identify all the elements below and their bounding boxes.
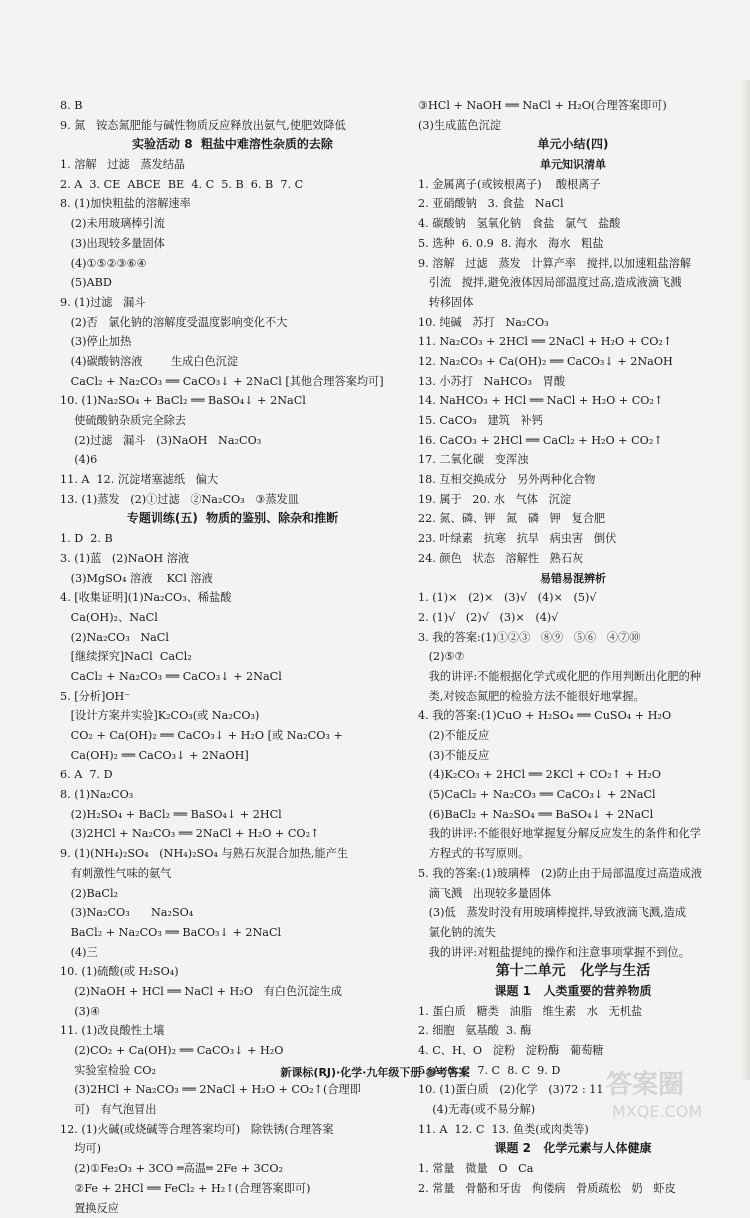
answer-line: (2)否 氯化钠的溶解度受温度影响变化不大 bbox=[60, 313, 405, 333]
answer-line: Ca(OH)₂ ══ CaCO₃↓ + 2NaOH] bbox=[60, 746, 405, 766]
svg-text:MXQE.COM: MXQE.COM bbox=[612, 1102, 702, 1121]
answer-line: 1. (1)× (2)× (3)√ (4)× (5)√ bbox=[418, 588, 728, 608]
answer-line: (3)2HCl + Na₂CO₃ ══ 2NaCl + H₂O + CO₂↑(合理即 bbox=[60, 1080, 405, 1100]
answer-line: 8. (1)加快粗盐的溶解速率 bbox=[60, 194, 405, 214]
answer-line: 11. A 12. 沉淀堵塞滤纸 偏大 bbox=[60, 470, 405, 490]
answer-line: 氯化钠的流失 bbox=[418, 923, 728, 943]
answer-line: 5. 我的答案:(1)玻璃棒 (2)防止由于局部温度过高造成液 bbox=[418, 864, 728, 884]
answer-line: (3)Na₂CO₃ Na₂SO₄ bbox=[60, 903, 405, 923]
answer-line: 可) 有气泡冒出 bbox=[60, 1100, 405, 1120]
answer-line: 11. A 12. C 13. 鱼类(或肉类等) bbox=[418, 1120, 728, 1140]
answer-line: 9. 氮 铵态氮肥能与碱性物质反应释放出氨气,使肥效降低 bbox=[60, 116, 405, 136]
answer-line: 10. 纯碱 苏打 Na₂CO₃ bbox=[418, 313, 728, 333]
answer-line: (4)①⑤②③⑥④ bbox=[60, 254, 405, 274]
answer-line: 4. C、H、O 淀粉 淀粉酶 葡萄糖 bbox=[418, 1041, 728, 1061]
section-heading: 单元小结(四) bbox=[418, 135, 728, 155]
answer-line: 8. B bbox=[60, 96, 405, 116]
answer-line: 转移固体 bbox=[418, 293, 728, 313]
answer-line: 2. 常量 骨骼和牙齿 佝偻病 骨质疏松 奶 虾皮 bbox=[418, 1179, 728, 1199]
answer-line: (4)无毒(或不易分解) bbox=[418, 1100, 728, 1120]
answer-line: 18. 互相交换成分 另外两种化合物 bbox=[418, 470, 728, 490]
answer-line: 滴飞溅 出现较多量固体 bbox=[418, 884, 728, 904]
answer-line: (2)H₂SO₄ + BaCl₂ ══ BaSO₄↓ + 2HCl bbox=[60, 805, 405, 825]
answer-line: 15. CaCO₃ 建筑 补钙 bbox=[418, 411, 728, 431]
answer-line: 我的讲评:不能很好地掌握复分解反应发生的条件和化学 bbox=[418, 824, 728, 844]
answer-line: 引流 搅拌,避免液体因局部温度过高,造成液滴飞溅 bbox=[418, 273, 728, 293]
answer-line: 9. (1)过滤 漏斗 bbox=[60, 293, 405, 313]
answer-line: (5)CaCl₂ + Na₂CO₃ ══ CaCO₃↓ + 2NaCl bbox=[418, 785, 728, 805]
answer-line: 4. [收集证明](1)Na₂CO₃、稀盐酸 bbox=[60, 588, 405, 608]
answer-line: (3)④ bbox=[60, 1002, 405, 1022]
section-heading: 单元知识清单 bbox=[418, 155, 728, 175]
answer-line: 10. (1)硫酸(或 H₂SO₄) bbox=[60, 962, 405, 982]
answer-line: 3. (1)蓝 (2)NaOH 溶液 bbox=[60, 549, 405, 569]
answer-line: 使硫酸钠杂质完全除去 bbox=[60, 411, 405, 431]
answer-line: (5)ABD bbox=[60, 273, 405, 293]
answer-line: (3)MgSO₄ 溶液 KCl 溶液 bbox=[60, 569, 405, 589]
section-heading: 实验活动 8 粗盐中难溶性杂质的去除 bbox=[60, 135, 405, 155]
answer-line: 1. 溶解 过滤 蒸发结晶 bbox=[60, 155, 405, 175]
answer-line: 1. 金属离子(或铵根离子) 酸根离子 bbox=[418, 175, 728, 195]
section-heading: 课题 2 化学元素与人体健康 bbox=[418, 1139, 728, 1159]
answer-line: 13. 小苏打 NaHCO₃ 胃酸 bbox=[418, 372, 728, 392]
answer-line: 17. 二氧化碳 变浑浊 bbox=[418, 450, 728, 470]
answer-line: 10. (1)蛋白质 (2)化学 (3)72 : 11 bbox=[418, 1080, 728, 1100]
answer-line: (3)2HCl + Na₂CO₃ ══ 2NaCl + H₂O + CO₂↑ bbox=[60, 824, 405, 844]
answer-line: (4)6 bbox=[60, 450, 405, 470]
answer-line: (2)不能反应 bbox=[418, 726, 728, 746]
answer-line: (6)BaCl₂ + Na₂SO₄ ══ BaSO₄↓ + 2NaCl bbox=[418, 805, 728, 825]
answer-line: 2. (1)√ (2)√ (3)× (4)√ bbox=[418, 608, 728, 628]
answer-line: 11. Na₂CO₃ + 2HCl ══ 2NaCl + H₂O + CO₂↑ bbox=[418, 332, 728, 352]
answer-line: (2)NaOH + HCl ══ NaCl + H₂O 有白色沉淀生成 bbox=[60, 982, 405, 1002]
answer-line: 6. A 7. D bbox=[60, 765, 405, 785]
answer-line: 14. NaHCO₃ + HCl ══ NaCl + H₂O + CO₂↑ bbox=[418, 391, 728, 411]
answer-line: 2. 亚硝酸钠 3. 食盐 NaCl bbox=[418, 194, 728, 214]
answer-line: (2)过滤 漏斗 (3)NaOH Na₂CO₃ bbox=[60, 431, 405, 451]
answer-line: (3)生成蓝色沉淀 bbox=[418, 116, 728, 136]
left-column bbox=[60, 96, 405, 1218]
right-column bbox=[418, 96, 728, 1199]
section-heading: 专题训练(五) 物质的鉴别、除杂和推断 bbox=[60, 509, 405, 529]
answer-line: 8. (1)Na₂CO₃ bbox=[60, 785, 405, 805]
answer-line: 有刺激性气味的氨气 bbox=[60, 864, 405, 884]
answer-line: CaCl₂ + Na₂CO₃ ══ CaCO₃↓ + 2NaCl bbox=[60, 667, 405, 687]
answer-line: 置换反应 bbox=[60, 1199, 405, 1218]
answer-line: ③HCl + NaOH ══ NaCl + H₂O(合理答案即可) bbox=[418, 96, 728, 116]
section-heading: 课题 1 人类重要的营养物质 bbox=[418, 982, 728, 1002]
page-edge-shadow bbox=[740, 80, 750, 1080]
answer-line: 10. (1)Na₂SO₄ + BaCl₂ ══ BaSO₄↓ + 2NaCl bbox=[60, 391, 405, 411]
answer-line: (2)CO₂ + Ca(OH)₂ ══ CaCO₃↓ + H₂O bbox=[60, 1041, 405, 1061]
section-heading: 易错易混辨析 bbox=[418, 569, 728, 589]
answer-line: 24. 颜色 状态 溶解性 熟石灰 bbox=[418, 549, 728, 569]
answer-line: (4)K₂CO₃ + 2HCl ══ 2KCl + CO₂↑ + H₂O bbox=[418, 765, 728, 785]
answer-line: (2)⑤⑦ bbox=[418, 647, 728, 667]
answer-line: CO₂ + Ca(OH)₂ ══ CaCO₃↓ + H₂O [或 Na₂CO₃ + bbox=[60, 726, 405, 746]
answer-line: (2)BaCl₂ bbox=[60, 884, 405, 904]
answer-line: 4. 我的答案:(1)CuO + H₂SO₄ ══ CuSO₄ + H₂O bbox=[418, 706, 728, 726]
answer-line: (2)①Fe₂O₃ + 3CO ═高温═ 2Fe + 3CO₂ bbox=[60, 1159, 405, 1179]
answer-line: 13. (1)蒸发 (2)①过滤 ②Na₂CO₃ ③蒸发皿 bbox=[60, 490, 405, 510]
answer-line: 5. 选种 6. 0.9 8. 海水 海水 粗盐 bbox=[418, 234, 728, 254]
answer-line: 1. 常量 微量 O Ca bbox=[418, 1159, 728, 1179]
answer-line: 5. [分析]OH⁻ bbox=[60, 687, 405, 707]
answer-line: 1. 蛋白质 糖类 油脂 维生素 水 无机盐 bbox=[418, 1002, 728, 1022]
answer-line: 我的讲评:对粗盐提纯的操作和注意事项掌握不到位。 bbox=[418, 943, 728, 963]
answer-line: 19. 属于 20. 水 气体 沉淀 bbox=[418, 490, 728, 510]
answer-line: 12. Na₂CO₃ + Ca(OH)₂ ══ CaCO₃↓ + 2NaOH bbox=[418, 352, 728, 372]
answer-line: ②Fe + 2HCl ══ FeCl₂ + H₂↑(合理答案即可) bbox=[60, 1179, 405, 1199]
answer-line: 9. 溶解 过滤 蒸发 计算产率 搅拌,以加速粗盐溶解 bbox=[418, 254, 728, 274]
answer-line: 9. (1)(NH₄)₂SO₄ (NH₄)₂SO₄ 与熟石灰混合加热,能产生 bbox=[60, 844, 405, 864]
answer-line: 22. 氮、磷、钾 氮 磷 钾 复合肥 bbox=[418, 509, 728, 529]
answer-line: (3)低 蒸发时没有用玻璃棒搅拌,导致液滴飞溅,造成 bbox=[418, 903, 728, 923]
answer-line: 均可) bbox=[60, 1139, 405, 1159]
answer-line: (4)碳酸钠溶液 生成白色沉淀 bbox=[60, 352, 405, 372]
answer-line: 我的讲评:不能根据化学式或化肥的作用判断出化肥的种 bbox=[418, 667, 728, 687]
answer-line: (3)不能反应 bbox=[418, 746, 728, 766]
page-footer: 新课标(RJ)·化学·九年级下册·参考答案 bbox=[0, 1064, 750, 1080]
answer-line: 5. A 6. C 7. C 8. C 9. D bbox=[418, 1061, 728, 1081]
answer-line: 1. D 2. B bbox=[60, 529, 405, 549]
watermark-logo bbox=[602, 1063, 742, 1123]
answer-line: (4)三 bbox=[60, 943, 405, 963]
answer-line: (3)出现较多量固体 bbox=[60, 234, 405, 254]
answer-line: (2)未用玻璃棒引流 bbox=[60, 214, 405, 234]
answer-line: 23. 叶绿素 抗寒 抗旱 病虫害 倒伏 bbox=[418, 529, 728, 549]
answer-line: CaCl₂ + Na₂CO₃ ══ CaCO₃↓ + 2NaCl [其他合理答案均可] bbox=[60, 372, 405, 392]
answer-line: (3)停止加热 bbox=[60, 332, 405, 352]
answer-line: 2. A 3. CE ABCE BE 4. C 5. B 6. B 7. C bbox=[60, 175, 405, 195]
answer-line: BaCl₂ + Na₂CO₃ ══ BaCO₃↓ + 2NaCl bbox=[60, 923, 405, 943]
answer-line: 2. 细胞 氨基酸 3. 酶 bbox=[418, 1021, 728, 1041]
answer-line: (2)Na₂CO₃ NaCl bbox=[60, 628, 405, 648]
answer-line: Ca(OH)₂、NaCl bbox=[60, 608, 405, 628]
answer-line: 实验室检验 CO₂ bbox=[60, 1061, 405, 1081]
answer-line: 16. CaCO₃ + 2HCl ══ CaCl₂ + H₂O + CO₂↑ bbox=[418, 431, 728, 451]
answer-line: 3. 我的答案:(1)①②③ ⑧⑨ ⑤⑥ ④⑦⑩ bbox=[418, 628, 728, 648]
watermark-text: 答案圈 bbox=[606, 1070, 684, 1100]
answer-line: 4. 碳酸钠 氢氧化钠 食盐 氯气 盐酸 bbox=[418, 214, 728, 234]
answer-line: [继续探究]NaCl CaCl₂ bbox=[60, 647, 405, 667]
answer-line: [设计方案并实验]K₂CO₃(或 Na₂CO₃) bbox=[60, 706, 405, 726]
section-heading: 第十二单元 化学与生活 bbox=[418, 962, 728, 982]
answer-line: 类,对铵态氮肥的检验方法不能很好地掌握。 bbox=[418, 687, 728, 707]
answer-line: 方程式的书写原则。 bbox=[418, 844, 728, 864]
answer-line: 11. (1)改良酸性土壤 bbox=[60, 1021, 405, 1041]
answer-line: 12. (1)火碱(或烧碱等合理答案均可) 除铁锈(合理答案 bbox=[60, 1120, 405, 1140]
